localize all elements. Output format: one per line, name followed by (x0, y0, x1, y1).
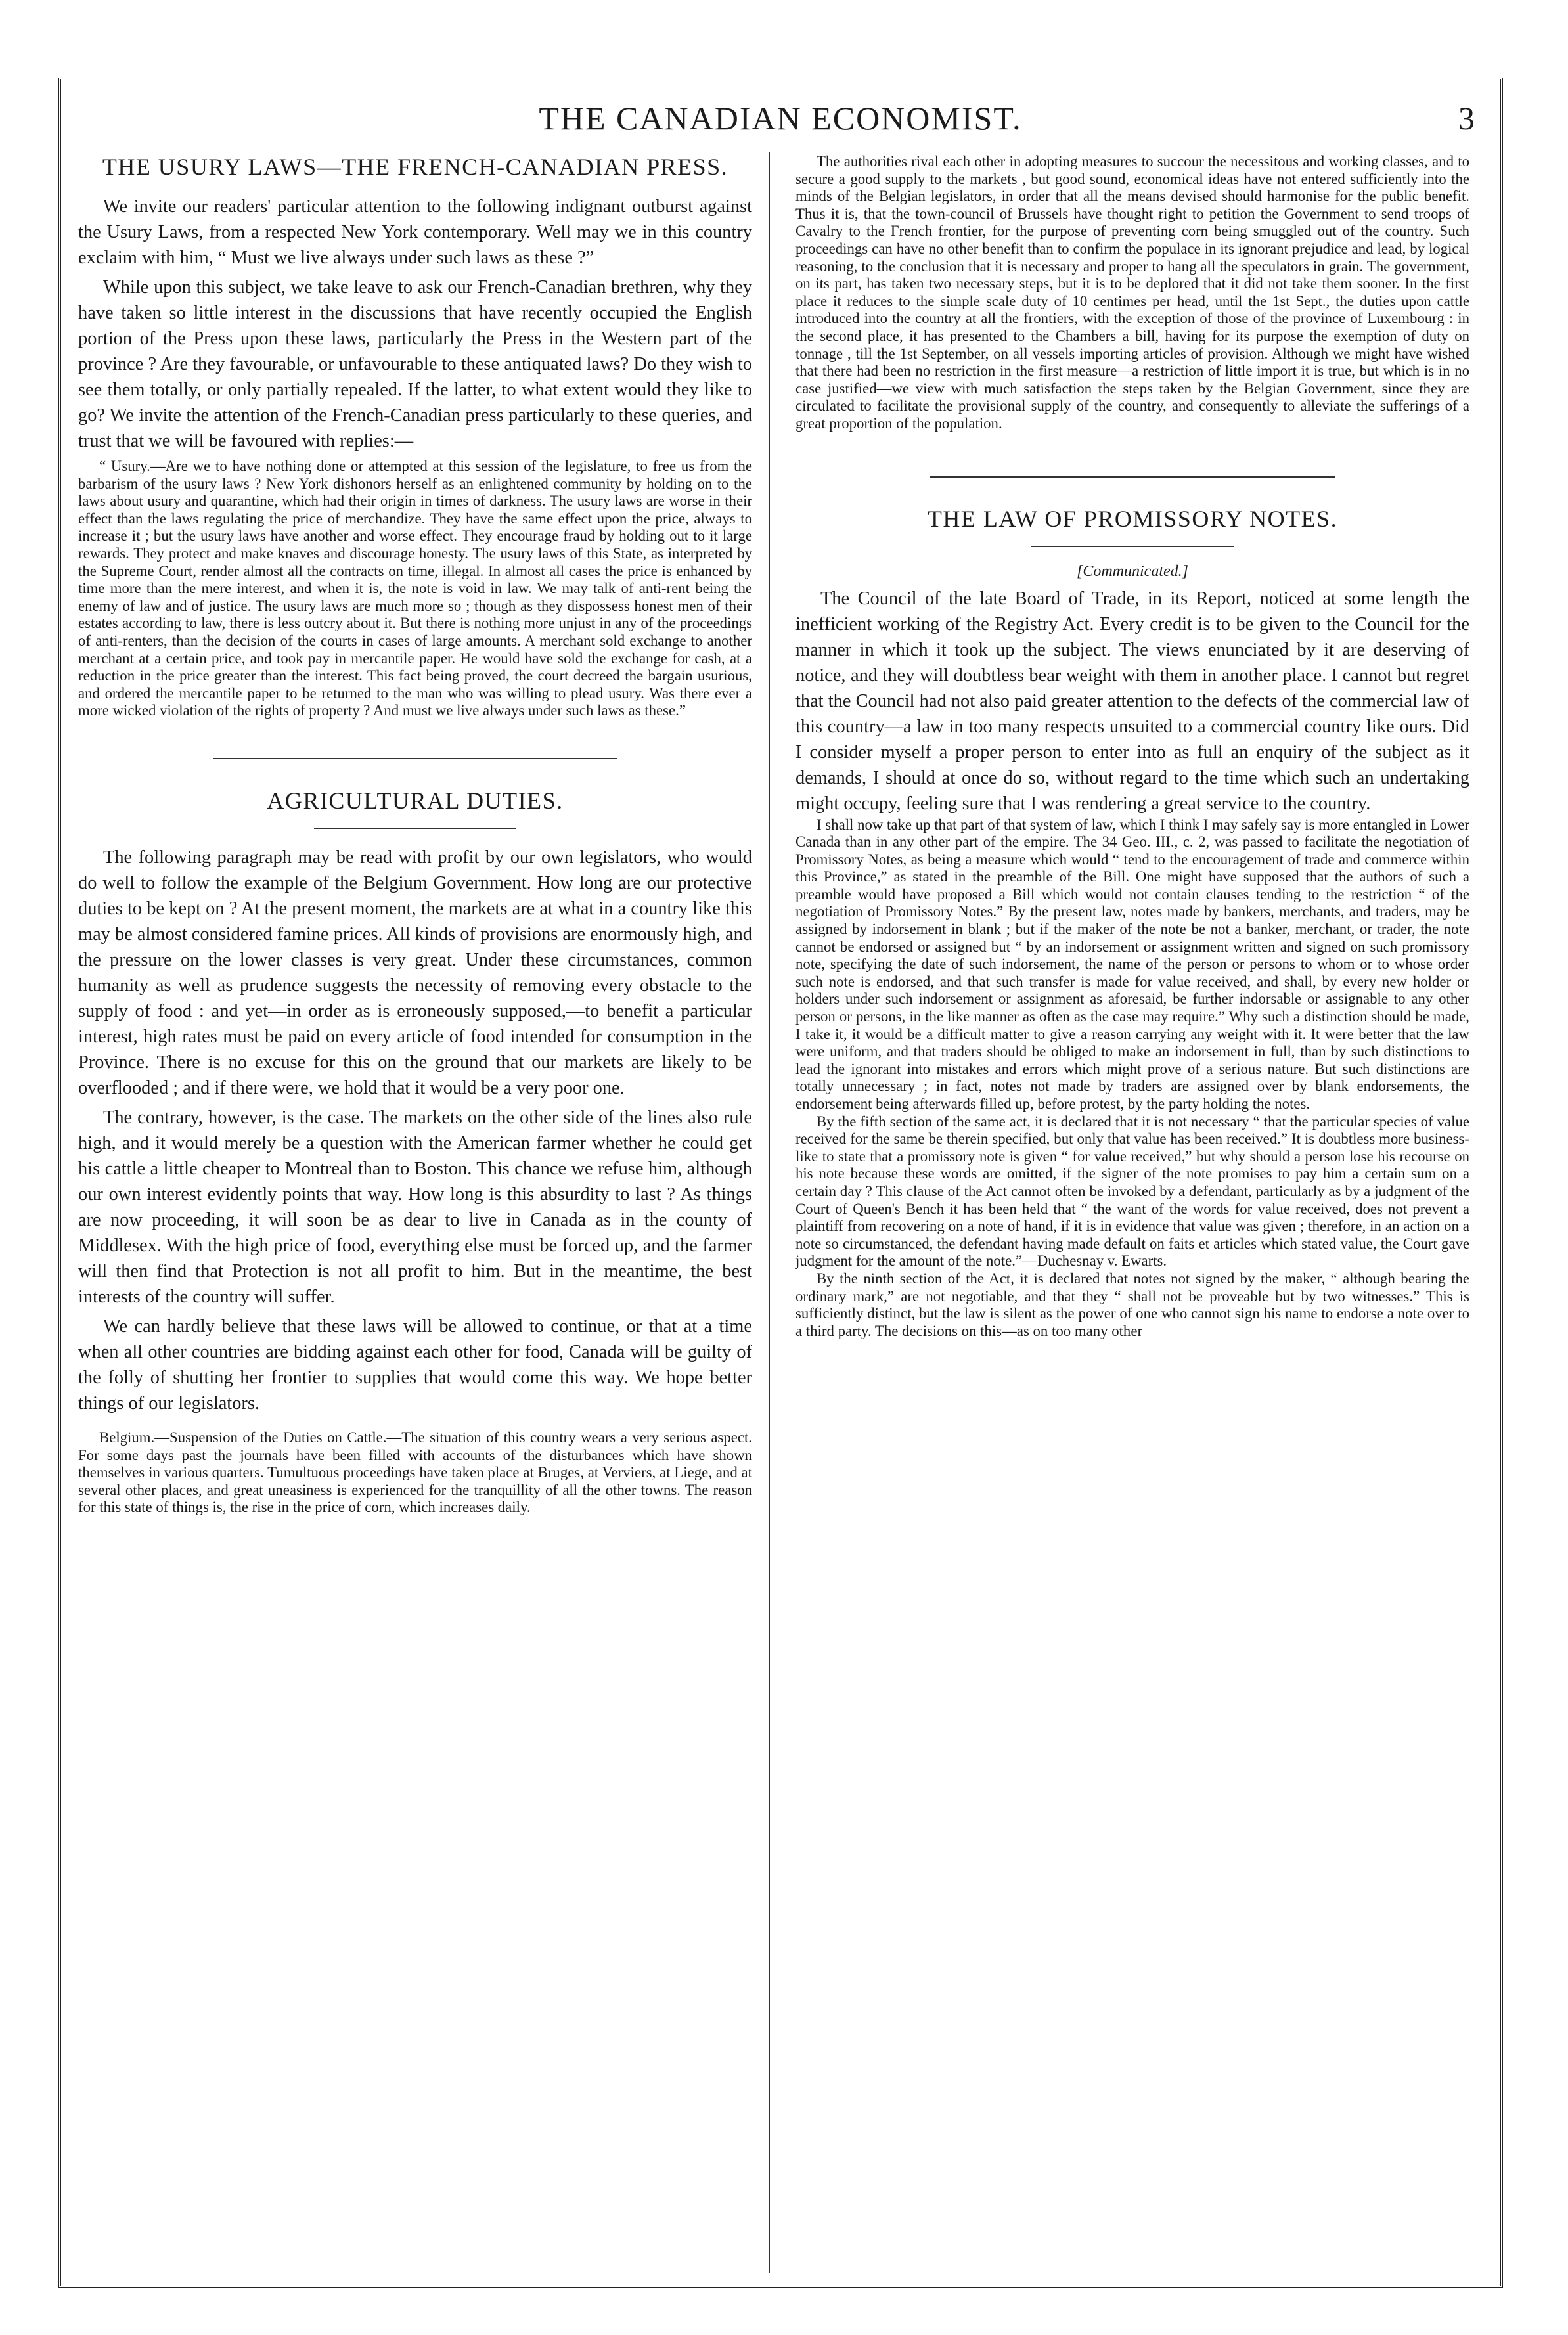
spacer (78, 775, 752, 787)
article-heading: THE USURY LAWS—THE FRENCH-CANADIAN PRESS. (102, 154, 728, 180)
article-paragraph: The contrary, however, is the case. The markets on the other side of the lines also rule high, and it would merely be a question with the American farmer whether he could get his cattle a little cheaper to Montreal than to Boston. This chance we refuse him, although our own interest evidently points that way. How long is this absurdity to last ? As things are now proceeding, it will soon be as dear to live in Canada as in the county of Middlesex. With the high price of food, everything else must be forced up, and the farmer will then find that Protection is not all profit to him. But in the meantime, the best interests of the country will suffer. (78, 1107, 752, 1307)
article-belgium-continued (795, 153, 1469, 433)
article-paragraph: While upon this subject, we take leave to ask our French-Canadian brethren, why they have taken so little interest in the discussions that have recently occupied the English portion of the Press upon these laws, particularly the Press in the Western part of the province ? Are they favourable, or unfavourable to these antiquated laws? Do they wish to see them totally, or only partially repealed. If the latter, to what extent would they like to go? We invite the attention of the French-Canadian press particularly to these queries, and trust that we will be favoured with replies:— (78, 277, 752, 451)
article-heading: AGRICULTURAL DUTIES. (267, 787, 564, 814)
article-heading: THE LAW OF PROMISSORY NOTES. (927, 505, 1338, 532)
article-paragraph: By the fifth section of the same act, it is declared that it is not necessary “ that the particular species of value received for the same be therein specified, but only that value has been received.” It is doubtless more business-like to state that a promissory note is given “ for value received,” but why should a person lose his recourse on his note because these words are omitted, if the signer of the note promises to pay him a certain sum on a certain day ? This clause of the Act cannot often be invoked by a defendant, particularly as by a judgment of the Court of Queen's Bench it has been held that “ the want of the words for value received, does not prevent a plaintiff from recovering on a note of hand, if it is in evidence that value was given ; therefore, in an action on a note so circumstanced, the defendant having made default on faits et articles which stated value, the Court gave judgment for the amount of the note.”—Duchesnay v. Ewarts. (795, 1113, 1469, 1270)
article-paragraph: The Council of the late Board of Trade, in its Report, noticed at some length the inefficient working of the Registry Act. Every credit is to be given to the Council for the manner in which it took up the subject. The views enunciated by it are deserving of notice, and they will doubtless bear weight with them in another place. I cannot but regret that the Council had not also paid greater attention to the defects of the commercial law of this country—a law in too many respects unsuited to a commercial country like ours. Did I consider myself a proper person to enter into as full an enquiry of the subject as it demands, I should at once do so, without regard to the time which such an undertaking might occupy, feeling sure that I was rendering a great service to the country. (795, 588, 1469, 814)
article-agricultural-duties (78, 787, 752, 1517)
article-paragraph: We can hardly believe that these laws will be allowed to continue, or that at a time when all other countries are bidding against each other for food, Canada will be guilty of the folly of shutting her frontier to supplies that would come this way. We hope better things of our legislators. (78, 1316, 752, 1413)
page-number: 3 (1458, 100, 1475, 137)
article-promissory-notes (795, 505, 1469, 1341)
spacer (78, 720, 752, 758)
article-usury-laws (78, 153, 752, 720)
newspaper-page (58, 78, 1503, 2288)
heading-rule (314, 828, 516, 829)
news-extract: Belgium.—Suspension of the Duties on Cattle.—The situation of this country wears a very serious aspect. For some days past the journals have been filled with accounts of the disturbances which have shown themselves in various quarters. Tumultuous proceedings have taken place at Bruges, at Verviers, at Liege, and at several other places, and great uneasiness is experienced for the tranquillity of all the other towns. The reason for this state of things is, the rise in the price of corn, which increases daily. (78, 1429, 752, 1516)
heading-rule (1031, 546, 1234, 547)
section-rule (213, 758, 617, 759)
article-paragraph: By the ninth section of the Act, it is declared that notes not signed by the maker, “ although bearing the ordinary mark,” are not negotiable, and that they “ shall not be proveable but by two witnesses.” This is sufficiently distinct, but the law is silent as the power of one who cannot sign his name to endorse a note over to a third party. The decisions on this—as on too many other (795, 1270, 1469, 1339)
article-paragraph: We invite our readers' particular attention to the following indignant outburst against the Usury Laws, from a respected New York contemporary. Well may we in this country exclaim with him, “ Must we live always under such laws as these ?” (78, 196, 752, 268)
section-rule (930, 476, 1335, 478)
left-column (78, 153, 752, 2271)
quoted-extract: “ Usury.—Are we to have nothing done or attempted at this session of the legislature, to free us from the barbarism of the usury laws ? New York dishonors herself as an enlightened community by holding on to the laws about usury and quarantine, which had their origin in times of darkness. The usury laws are worse in their effect than the laws regulating the price of merchandize. They have the same effect upon the price, always to increase it ; but the usury laws have another and worse effect. They encourage fraud by holding out to it large rewards. They protect and make knaves and discourage honesty. The usury laws of this State, as interpreted by the Supreme Court, render almost all the contracts on time, illegal. In almost all cases the price is enhanced by time more than the mere interest, and when it is, the note is void in law. We may talk of anti-rent being the enemy of law and of justice. The usury laws are much more so ; though as they dispossess honest men of their estates according to law, there is less outcry about it. But there is nothing more unjust in any of the proceedings of anti-renters, than the decision of the courts in cases of large amounts. A merchant sold exchange to another merchant at a certain price, and took pay in mercantile paper. He would have sold the exchange for cash, at a reduction in the price greater than the interest. This fact being proved, the court decreed the bargain usurious, and ordered the mercantile paper to be returned to the man who was willing to plead usury. Was there ever a more wicked violation of the rights of property ? And must we live always under such laws as these.” (78, 458, 752, 719)
spacer (795, 493, 1469, 505)
byline: [Communicated.] (1077, 562, 1188, 580)
right-column (795, 153, 1469, 2271)
publication-title: THE CANADIAN ECONOMIST. (539, 100, 1022, 137)
column-divider (769, 152, 771, 2273)
masthead (81, 97, 1480, 145)
spacer (795, 433, 1469, 476)
article-paragraph: I shall now take up that part of that system of law, which I think I may safely say is more entangled in Lower Canada than in any other part of the empire. The 34 Geo. III., c. 2, was passed to facilitate the negotiation of Promissory Notes, as being a measure which would “ tend to the encouragement of trade and commerce within this Province,” as stated in the preamble of the Bill. One might have supposed that the authors of such a preamble would have proposed a Bill which would not contain clauses tending to the restriction “ of the negotiation of Promissory Notes.” By the present law, notes made by bankers, merchants, and traders, may be assigned by indorsement in blank ; but if the maker of the note be not a banker, merchant, or trader, the note cannot be endorsed or assigned but “ by an indorsement or assignment written and signed on such promissory note, specifying the date of such indorsement, the name of the person or persons to whom or to whose order such note is endorsed, and that such transfer is made for value received, and shall, by every new holder or holders under such indorsement or assignment as aforesaid, be further indorsable or assignable to any other person or persons, in the like manner as often as the case may require.” Why such a distinction should be made, I take it, it would be a difficult matter to give a reason carrying any weight with it. It were better that the law were uniform, and that traders should be obliged to make an indorsement in full, than by such distinctions to lead the ignorant into mistakes and errors which might prove of a serious nature. But such distinctions are totally unnecessary ; in fact, notes not made by traders are assigned over by blank endorsements, the endorsement being afterwards filled up, before protest, by the party holding the notes. (795, 816, 1469, 1112)
article-paragraph: The following paragraph may be read with profit by our own legislators, who would do well to follow the example of the Belgium Government. How long are our protective duties to be kept on ? At the present moment, the markets are at what in a country like this may be almost considered famine prices. All kinds of provisions are enormously high, and the pressure on the lower classes is very great. Under these circumstances, common humanity as well as prudence suggests the necessity of removing every obstacle to the supply of food : and yet—in order as is erroneously supposed,—to benefit a particular interest, high rates must be paid on every article of food intended for consumption in the Province. There is no excuse for this on the ground that our markets are likely to be overflooded ; and if there were, we hold that it would be a very poor one. (78, 847, 752, 1098)
article-paragraph: The authorities rival each other in adopting measures to succour the necessitous and working classes, and to secure a good supply to the markets , but good sound, economical ideas have not entered sufficiently into the minds of the Belgian legislators, in order that all the means devised should harmonise for the public benefit. Thus it is, that the town-council of Brussels have thought right to petition the Government to send troops of Cavalry to the French frontier, for the purpose of preventing corn being smuggled out of the country. Such proceedings can have no other benefit than to confirm the populace in its ignorant prejudice and lead, by logical reasoning, to the conclusion that it is necessary and proper to hang all the speculators in grain. The government, on its part, has taken two necessary steps, but it is to be deplored that it did not take them sooner. In the first place it reduces to the simple scale duty of 10 centimes per head, until the 1st Sept., the duties upon cattle introduced into the country at all the frontiers, with the exception of those of the province of Luxembourg : in the second place, it has presented to the Chambers a bill, having for its purpose the exemption of duty on tonnage , till the 1st September, on all vessels importing articles of provision. Although we might have wished that there had been no restriction in the first measure—a restriction of little import it is true, but which is in no case justified—we view with much satisfaction the steps taken by the Belgian Government, since they are circulated to facilitate the provisional supply of the country, and consequently to alleviate the sufferings of a great proportion of the population. (795, 153, 1469, 432)
